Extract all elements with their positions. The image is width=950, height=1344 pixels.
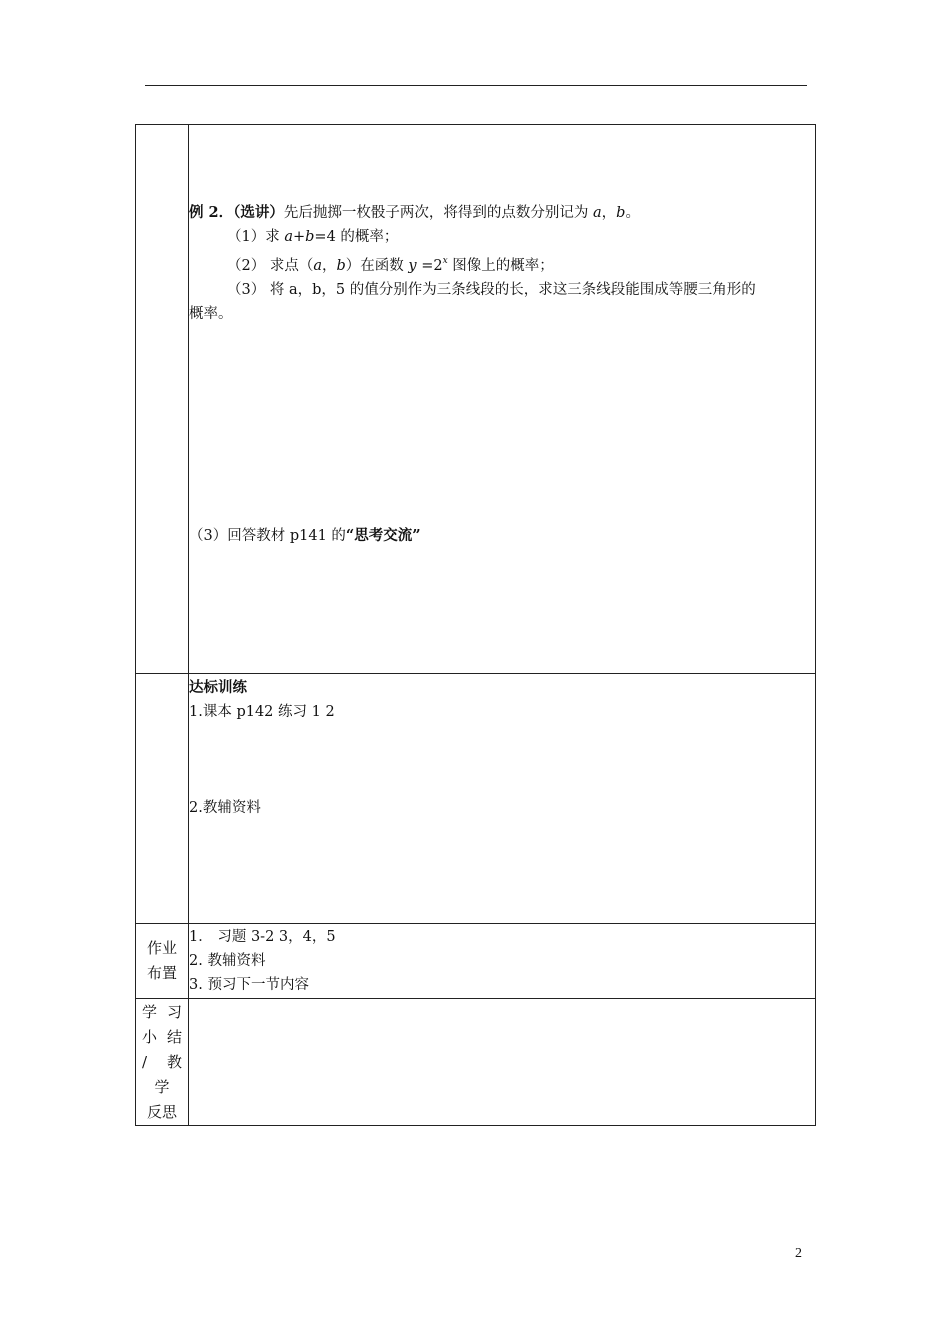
training-item-2: 2.教辅资料 [189,800,261,816]
homework-item: 3. 预习下一节内容 [189,977,309,993]
training-content-cell [189,674,816,924]
training-label-cell [136,674,189,924]
homework-item: 2. 教辅资料 [189,953,266,969]
homework-content-cell [189,924,816,999]
training-item-1: 1.课本 p142 练习 1 2 [189,704,335,720]
example-content-cell [189,125,816,674]
question-1: （1）求 a+b=4 的概率； [227,229,399,245]
header-rule [145,85,807,86]
example-row [136,125,816,674]
summary-row [136,999,816,1126]
question-2: （2） 求点（a，b）在函数 $y =2^x$ 图像上的概率； [227,256,554,274]
question-3: （3） 将 a，b，5 的值分别作为三条线段的长，求这三条线段能围成等腰三角形的 [227,282,756,298]
training-row [136,674,816,924]
training-title: 达标训练 [189,679,247,696]
example2-title: 例 2． [189,204,234,221]
example2-tag: （选讲） [233,204,284,221]
lesson-table [135,124,816,1126]
question-3-continued: 概率。 [189,306,233,322]
think-exchange-line: （3）回答教材 p141 的“思考交流” [189,527,421,544]
summary-label-cell: 学 习 小 结 / 教 学 反思 [136,999,189,1126]
example-label-cell [136,125,189,674]
homework-item: 1． 习题 3-2 3，4，5 [189,929,336,945]
homework-label-cell: 作业 布置 [136,924,189,999]
summary-content-cell [189,999,816,1126]
example2-line: 例 2．（选讲）先后抛掷一枚骰子两次，将得到的点数分别记为 a，b。 [189,204,640,221]
page-number: 2 [795,1246,802,1261]
homework-row [136,924,816,999]
